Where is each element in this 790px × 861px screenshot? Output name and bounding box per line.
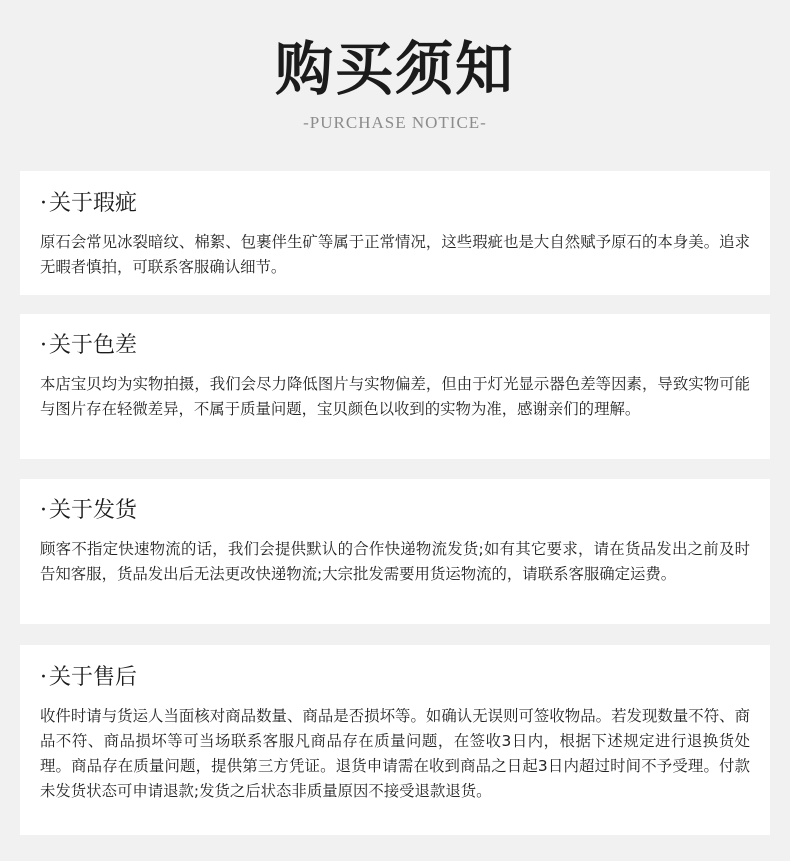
section-title: 关于瑕疵 xyxy=(49,191,138,216)
notice-card-color-difference xyxy=(20,314,770,459)
bullet-dot: · xyxy=(40,665,47,690)
section-title: 关于售后 xyxy=(49,665,138,690)
page-subtitle: -PURCHASE NOTICE- xyxy=(303,113,487,132)
section-heading xyxy=(40,332,750,360)
section-body: 本店宝贝均为实物拍摄，我们会尽力降低图片与实物偏差，但由于灯光显示器色差等因素，导致实物可能与图片存在轻微差异，不属于质量问题，宝贝颜色以收到的实物为准，感谢亲们的理解。 xyxy=(40,375,750,418)
section-heading xyxy=(40,190,750,218)
bullet-dot: · xyxy=(40,498,47,523)
notice-card-defects xyxy=(20,171,770,295)
section-body: 顾客不指定快速物流的话，我们会提供默认的合作快递物流发货;如有其它要求，请在货品发出之前及时告知客服，货品发出后无法更改快递物流;大宗批发需要用货运物流的，请联系客服确定运费。 xyxy=(40,540,750,583)
notice-card-shipping xyxy=(20,479,770,624)
section-title: 关于色差 xyxy=(49,333,138,358)
section-body: 原石会常见冰裂暗纹、棉絮、包裹伴生矿等属于正常情况，这些瑕疵也是大自然赋予原石的本身美。追求无暇者慎拍，可联系客服确认细节。 xyxy=(40,233,750,276)
section-body: 收件时请与货运人当面核对商品数量、商品是否损坏等。如确认无误则可签收物品。若发现数量不符、商品不符、商品损坏等可当场联系客服凡商品存在质量问题，在签收3日内，根据下述规定进行退换货处理。商品存在质量问题，提供第三方凭证。退货申请需在收到商品之日起3日内超过时间不予受理。付款未发货状态可申请退款;发货之后状态非质量原因不接受退款退货。 xyxy=(40,707,750,800)
notice-card-after-sales xyxy=(20,645,770,835)
bullet-dot: · xyxy=(40,191,47,216)
section-heading xyxy=(40,497,750,525)
section-heading xyxy=(40,664,750,692)
page-title: 购买须知 xyxy=(274,35,515,103)
bullet-dot: · xyxy=(40,333,47,358)
section-title: 关于发货 xyxy=(49,498,138,523)
